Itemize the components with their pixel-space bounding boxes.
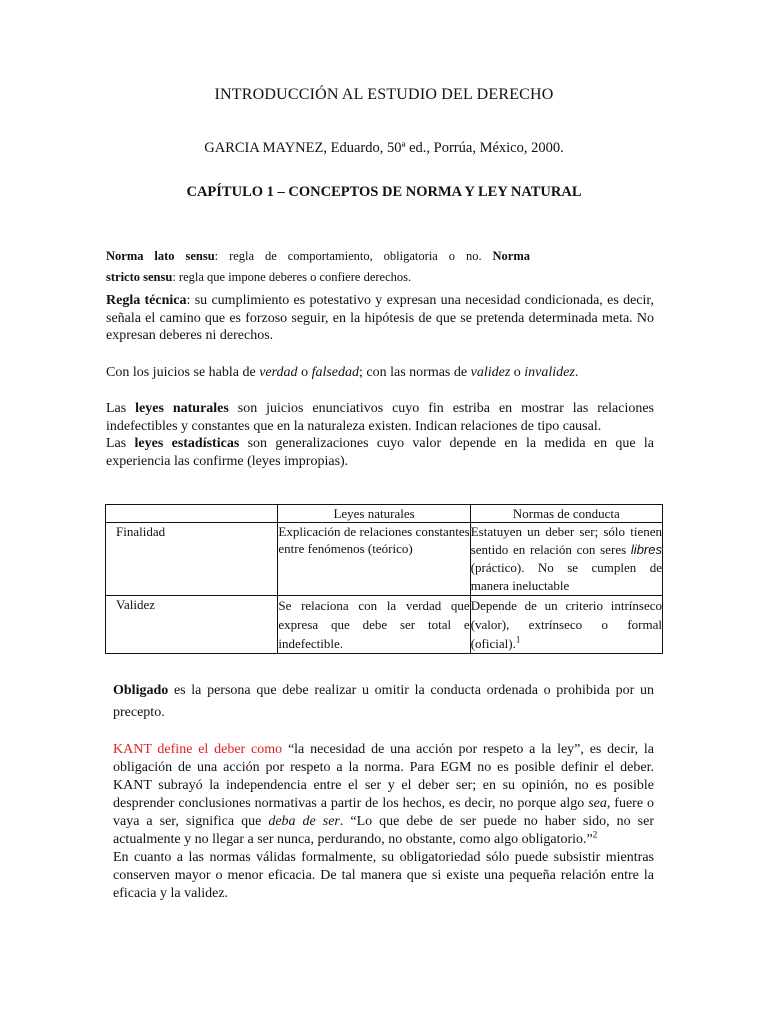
norma-stricto-definition: : regla que impone deberes o confiere derechos. xyxy=(172,270,412,284)
norma-lato-term: Norma lato sensu xyxy=(106,249,215,263)
cell-validez-leyes: Se relaciona con la verdad que expresa que debe ser total e indefectible. xyxy=(278,596,470,654)
regla-tecnica-definition: : su cumplimiento es potestativo y expresan una necesidad condicionada, es decir, señala el camino que es forzoso seguir, en la hipótesis de que se pretenda determinada meta. No expresan deberes ni derechos. xyxy=(106,293,654,343)
table-row xyxy=(106,523,663,596)
norma-stricto-term-start: Norma xyxy=(492,249,531,263)
kant-paragraph xyxy=(113,741,654,903)
juicios-verdad: verdad xyxy=(259,365,298,380)
kant-text: . “Lo que debe de ser puede no haber sido, no ser actualmente y no llegar a ser nunca, perdurando, no obstante, como algo obligatorio.” xyxy=(113,814,654,847)
kant-text: , fuere o vaya a ser, significa que xyxy=(113,796,654,829)
cell-finalidad-normas xyxy=(470,523,662,596)
juicios-invalidez: invalidez xyxy=(524,365,575,380)
juicios-text: o xyxy=(510,365,525,380)
leyes-text: Las xyxy=(106,401,136,416)
leyes-estadisticas-term: leyes estadísticas xyxy=(134,436,240,451)
leyes-naturales-definition: son juicios enunciativos cuyo fin estriba en mostrar las relaciones indefectibles y constantes que en la naturaleza existen. Indican relaciones de tipo causal. xyxy=(106,401,654,434)
obligado-definition: es la persona que debe realizar u omitir la conducta ordenada o prohibida por un precepto. xyxy=(113,683,654,720)
norma-lato-definition: : regla de comportamiento, obligatoria o no. xyxy=(214,249,482,263)
obligado-paragraph xyxy=(113,680,654,724)
leyes-naturales-term: leyes naturales xyxy=(135,401,229,416)
row-label-finalidad: Finalidad xyxy=(106,523,278,596)
juicios-paragraph xyxy=(106,364,654,382)
leyes-paragraph xyxy=(106,400,654,470)
bibliographic-citation: GARCIA MAYNEZ, Eduardo, 50ª ed., Porrúa, México, 2000. xyxy=(204,140,564,156)
cell-validez-normas xyxy=(470,596,662,654)
juicios-text: o xyxy=(297,365,312,380)
kant-highlight: KANT define el deber como xyxy=(113,742,283,757)
norma-stricto-term: stricto sensu xyxy=(106,270,173,284)
footnote-ref-2[interactable]: 2 xyxy=(592,829,598,840)
juicios-validez: validez xyxy=(470,365,511,380)
cell-finalidad-leyes: Explicación de relaciones constantes entre fenómenos (teórico) xyxy=(278,523,470,596)
cell-text: (práctico). No se cumplen de manera ineluctable xyxy=(470,560,662,593)
cell-text: Depende de un criterio intrínseco (valor), extrínseco o formal (oficial). xyxy=(470,598,662,651)
kant-sea: sea xyxy=(588,796,607,811)
norma-stricto-paragraph xyxy=(106,269,654,287)
juicios-falsedad: falsedad xyxy=(311,365,360,380)
obligado-term: Obligado xyxy=(113,683,169,698)
cell-libres: libres xyxy=(630,542,662,557)
leyes-text: Las xyxy=(106,436,135,451)
kant-text: En cuanto a las normas válidas formalmente, su obligatoriedad sólo puede subsistir mientras conserven mayor o menor eficacia. De tal manera que si existe una pequeña relación entre la eficacia y la validez. xyxy=(113,850,654,901)
regla-tecnica-term: Regla técnica xyxy=(106,293,187,308)
table-row xyxy=(106,596,663,654)
kant-deba-de-ser: deba de ser xyxy=(268,814,340,829)
table-header-row xyxy=(106,505,663,523)
document-title: INTRODUCCIÓN AL ESTUDIO DEL DERECHO xyxy=(214,86,554,103)
comparison-table xyxy=(105,504,663,654)
table-header-empty xyxy=(106,505,278,523)
norma-lato-paragraph xyxy=(106,248,530,266)
regla-tecnica-paragraph xyxy=(106,292,654,345)
table-header-leyes-naturales: Leyes naturales xyxy=(278,505,470,523)
table-header-normas-conducta: Normas de conducta xyxy=(470,505,662,523)
juicios-text: Con los juicios se habla de xyxy=(106,365,260,380)
kant-text: “la necesidad de una acción por respeto a la ley”, es decir, la obligación de una acción por respeto a la norma. Para EGM no es posible definir el deber. KANT subrayó la independencia entre el ser y el deber ser; en su opinión, no es posible desprender conclusiones normativas a partir de los hechos, es decir, no porque algo xyxy=(113,742,654,811)
juicios-text: ; con las normas de xyxy=(359,365,471,380)
juicios-text: . xyxy=(574,365,579,380)
cell-text: Estatuyen un deber ser; sólo tienen sentido en relación con seres xyxy=(470,524,662,557)
leyes-estadisticas-definition: son generalizaciones cuyo valor depende en la medida en que la experiencia las confirme (leyes impropias). xyxy=(106,436,654,469)
footnote-ref-1[interactable]: 1 xyxy=(515,634,521,645)
chapter-heading: CAPÍTULO 1 – CONCEPTOS DE NORMA Y LEY NATURAL xyxy=(186,184,582,200)
row-label-validez: Validez xyxy=(106,596,278,654)
